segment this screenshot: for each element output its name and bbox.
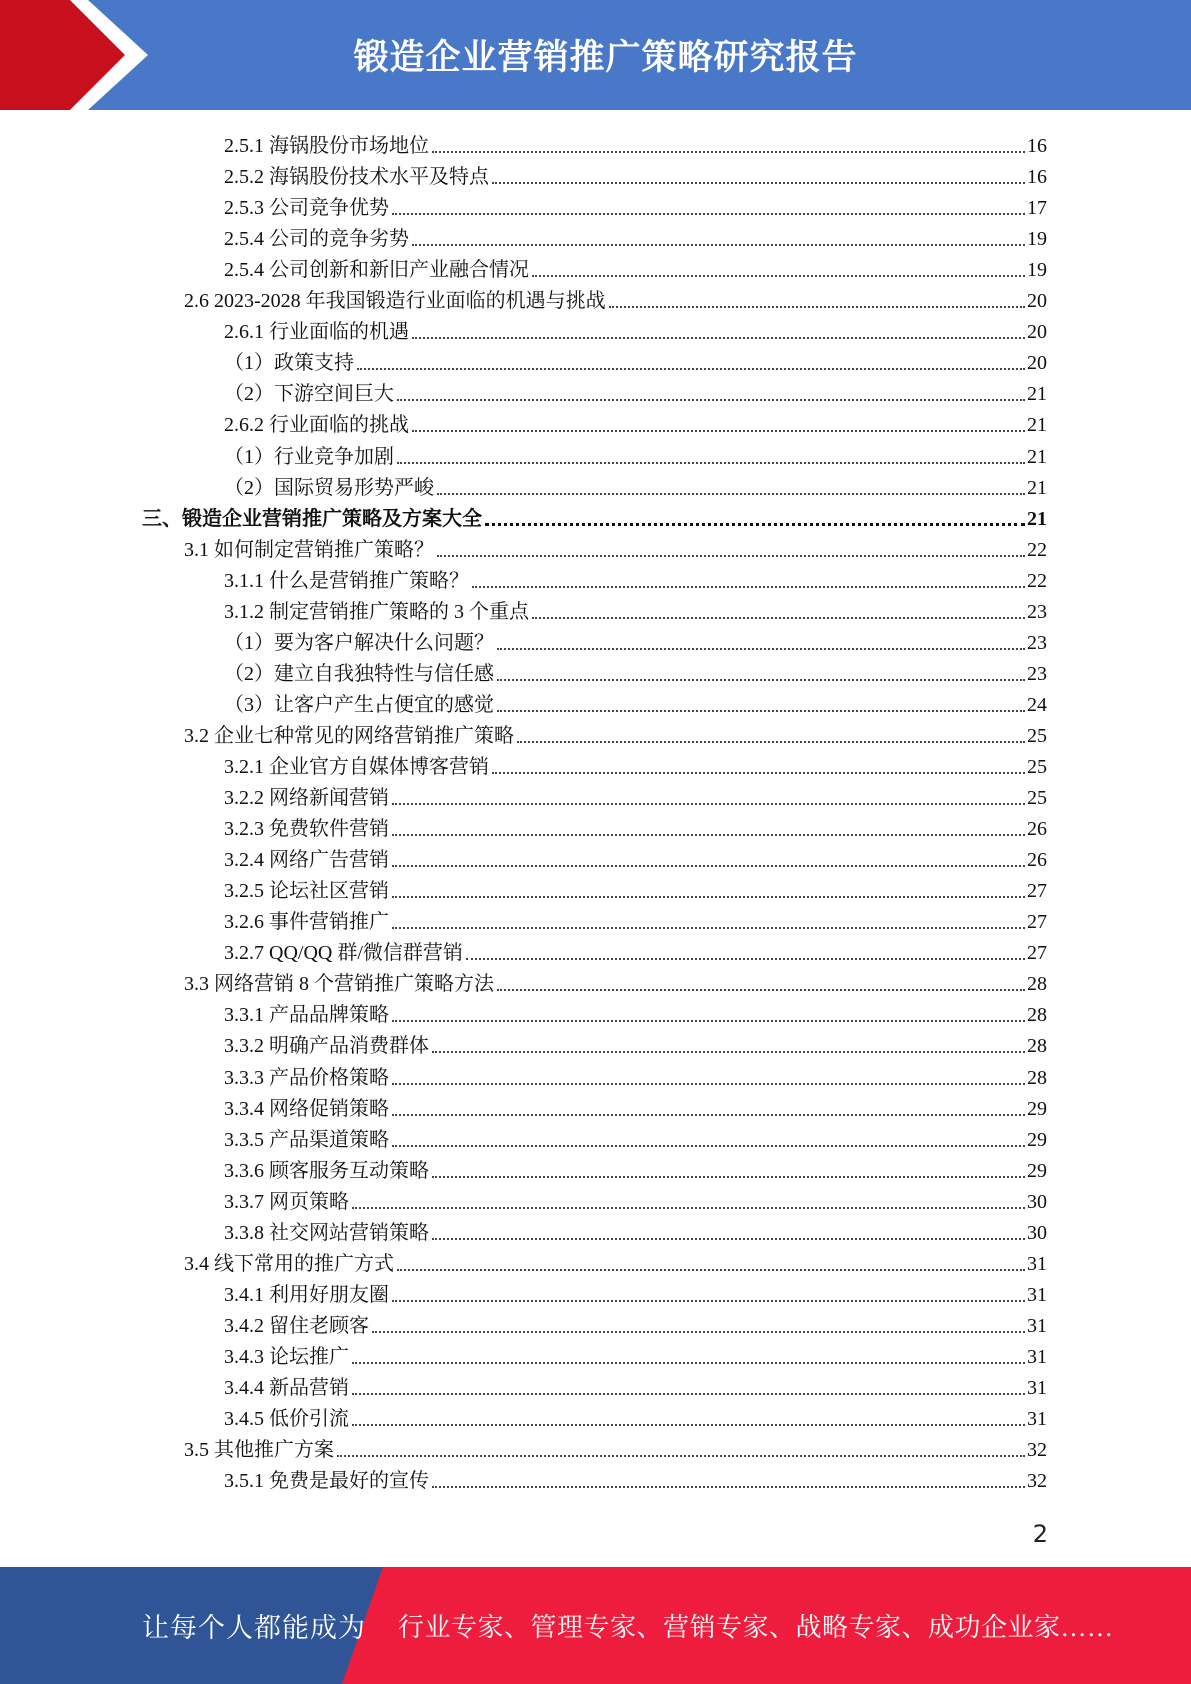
toc-entry-page: 26 (1027, 818, 1047, 841)
toc-dot-leader (397, 1269, 1025, 1271)
toc-entry-page: 29 (1027, 1097, 1047, 1120)
toc-entry[interactable] (224, 686, 1047, 717)
toc-entry[interactable] (224, 1307, 1047, 1338)
toc-entry[interactable] (224, 313, 1047, 344)
toc-entry-title: 2.5.4 公司的竞争劣势 (224, 228, 409, 251)
toc-entry-title: 3.1 如何制定营销推广策略？ (184, 538, 434, 561)
toc-entry-title: 2.5.1 海锅股份市场地位 (224, 135, 429, 157)
toc-dot-leader (392, 865, 1025, 867)
toc-entry-title: （1）行业竞争加剧 (224, 445, 394, 468)
toc-entry-page: 16 (1027, 166, 1047, 189)
toc-dot-leader (392, 927, 1025, 929)
toc-entry-page: 31 (1027, 1314, 1047, 1337)
footer-slogan-right: 行业专家、管理专家、营销专家、战略专家、成功企业家…… (398, 1613, 1114, 1642)
toc-entry-page: 20 (1027, 352, 1047, 375)
toc-entry-title: 3.2.6 事件营销推广 (224, 911, 389, 934)
toc-entry[interactable] (224, 1400, 1047, 1431)
toc-entry-page: 23 (1027, 600, 1047, 623)
toc-entry-title: 2.5.4 公司创新和新旧产业融合情况 (224, 259, 529, 282)
toc-entry-page: 25 (1027, 787, 1047, 810)
toc-entry-page: 27 (1027, 942, 1047, 965)
toc-entry-title: 2.5.2 海锅股份技术水平及特点 (224, 166, 489, 189)
toc-entry-title: 3.3.3 产品价格策略 (224, 1066, 389, 1089)
toc-dot-leader (497, 679, 1025, 681)
toc-entry-page: 22 (1027, 569, 1047, 592)
toc-entry-page: 23 (1027, 631, 1047, 654)
toc-entry-title: 3.1.2 制定营销推广策略的 3 个重点 (224, 600, 529, 623)
toc-dot-leader (412, 337, 1025, 339)
toc-dot-leader (392, 834, 1025, 836)
toc-entry[interactable] (184, 1245, 1047, 1276)
toc-entry[interactable] (224, 934, 1047, 965)
toc-entry-page: 20 (1027, 290, 1047, 313)
toc-dot-leader (392, 1114, 1025, 1116)
toc-entry-title: 2.6.1 行业面临的机遇 (224, 321, 409, 344)
toc-entry-title: （1）要为客户解决什么问题？ (224, 631, 494, 654)
toc-entry-title: 3.4.2 留住老顾客 (224, 1314, 369, 1337)
toc-entry-page: 31 (1027, 1377, 1047, 1399)
toc-entry-title: 3.5 其他推广方案 (184, 1439, 334, 1462)
toc-dot-leader (392, 1300, 1025, 1302)
toc-entry-title: 3.3.1 产品品牌策略 (224, 1004, 389, 1027)
toc-entry-page: 19 (1027, 228, 1047, 251)
toc-entry[interactable] (224, 1369, 1047, 1400)
toc-dot-leader (397, 462, 1025, 464)
toc-entry-page: 30 (1027, 1190, 1047, 1213)
toc-entry-page: 28 (1027, 1066, 1047, 1089)
toc-dot-leader (497, 989, 1025, 991)
toc-entry-page: 28 (1027, 1035, 1047, 1058)
toc-entry[interactable] (224, 1462, 1047, 1493)
toc-dot-leader (432, 1051, 1025, 1053)
toc-entry-page: 31 (1027, 1345, 1047, 1368)
toc-dot-leader (437, 493, 1025, 495)
toc-entry-page: 21 (1027, 414, 1047, 437)
toc-entry-page: 17 (1027, 197, 1047, 220)
toc-entry[interactable] (184, 965, 1047, 996)
toc-dot-leader (432, 1486, 1025, 1488)
toc-entry[interactable] (224, 903, 1047, 934)
toc-dot-leader (392, 803, 1025, 805)
toc-entry[interactable] (224, 1183, 1047, 1214)
toc-entry-title: 3.4.5 低价引流 (224, 1408, 349, 1431)
toc-entry-title: 2.5.3 公司竞争优势 (224, 197, 389, 220)
header-title: 锻造企业营销推广策略研究报告 (353, 38, 858, 78)
toc-entry-title: 2.6.2 行业面临的挑战 (224, 414, 409, 437)
toc-entry-title: 3.1.1 什么是营销推广策略？ (224, 569, 469, 592)
toc-dot-leader (337, 1455, 1025, 1457)
toc-entry[interactable] (224, 624, 1047, 655)
toc-entry-page: 31 (1027, 1408, 1047, 1431)
toc-dot-leader (392, 1020, 1025, 1022)
toc-entry[interactable] (224, 779, 1047, 810)
toc-dot-leader (517, 741, 1025, 743)
toc-dot-leader (497, 648, 1025, 650)
toc-entry[interactable] (224, 996, 1047, 1027)
toc-entry[interactable] (224, 1152, 1047, 1183)
toc-entry-page: 22 (1027, 538, 1047, 561)
page-header (0, 0, 1191, 110)
toc-entry[interactable] (224, 1090, 1047, 1121)
toc-entry-page: 25 (1027, 724, 1047, 747)
toc-entry[interactable] (224, 655, 1047, 686)
toc-dot-leader (492, 182, 1025, 184)
toc-entry-title: 2.6 2023-2028 年我国锻造行业面临的机遇与挑战 (184, 290, 606, 313)
toc-dot-leader (392, 1145, 1025, 1147)
toc-dot-leader (397, 399, 1025, 401)
toc-entry-page: 21 (1027, 476, 1047, 499)
toc-entry-title: 3.4 线下常用的推广方式 (184, 1252, 394, 1275)
toc-entry-title: 三、锻造企业营销推广策略及方案大全 (142, 507, 482, 530)
toc-entry-page: 28 (1027, 1004, 1047, 1027)
toc-entry-page: 25 (1027, 756, 1047, 778)
toc-entry[interactable] (224, 158, 1047, 189)
toc-entry-title: （2）下游空间巨大 (224, 383, 394, 406)
toc-entry-page: 28 (1027, 973, 1047, 996)
toc-entry-title: 3.2 企业七种常见的网络营销推广策略 (184, 724, 514, 747)
toc-dot-leader (497, 710, 1025, 712)
toc-entry-page: 20 (1027, 321, 1047, 344)
toc-entry-page: 16 (1027, 135, 1047, 157)
toc-dot-leader (432, 1176, 1025, 1178)
toc-entry-page: 29 (1027, 1159, 1047, 1182)
toc-dot-leader (432, 151, 1025, 153)
toc-entry[interactable] (184, 1431, 1047, 1462)
toc-entry[interactable] (224, 1027, 1047, 1058)
toc-entry[interactable] (224, 1121, 1047, 1152)
toc-entry-title: 3.2.5 论坛社区营销 (224, 880, 389, 903)
toc-entry-page: 27 (1027, 911, 1047, 934)
toc-entry-page: 32 (1027, 1439, 1047, 1462)
toc-entry[interactable] (224, 872, 1047, 903)
toc-entry[interactable] (224, 1214, 1047, 1245)
toc-entry-title: 3.4.1 利用好朋友圈 (224, 1283, 389, 1306)
toc-entry-page: 24 (1027, 693, 1047, 716)
toc-entry[interactable] (224, 344, 1047, 375)
toc-entry-title: 3.3 网络营销 8 个营销推广策略方法 (184, 973, 494, 996)
toc-entry-title: 3.2.4 网络广告营销 (224, 849, 389, 872)
toc-entry[interactable] (224, 375, 1047, 406)
page-footer (0, 1567, 1191, 1684)
toc-entry-page: 30 (1027, 1221, 1047, 1244)
toc-dot-leader (437, 555, 1025, 557)
toc-entry-title: 3.3.8 社交网站营销策略 (224, 1221, 429, 1244)
toc-dot-leader (466, 958, 1025, 960)
toc-entry-title: （2）国际贸易形势严峻 (224, 476, 434, 499)
toc-entry[interactable] (224, 469, 1047, 500)
toc-entry[interactable] (224, 220, 1047, 251)
toc-entry[interactable] (224, 748, 1047, 779)
toc-entry[interactable] (224, 1338, 1047, 1369)
page-number: 2 (1032, 1520, 1048, 1548)
toc-entry[interactable] (224, 810, 1047, 841)
toc-entry-title: 3.2.7 QQ/QQ 群/微信群营销 (224, 942, 463, 965)
toc-entry[interactable] (224, 406, 1047, 437)
toc-entry-title: （2）建立自我独特性与信任感 (224, 662, 494, 685)
toc-dot-leader (485, 523, 1025, 526)
toc-dot-leader (392, 213, 1025, 215)
toc-dot-leader (392, 1083, 1025, 1085)
toc-entry-title: 3.4.4 新品营销 (224, 1377, 349, 1399)
toc-entry-title: 3.3.7 网页策略 (224, 1190, 349, 1213)
toc-entry[interactable] (224, 841, 1047, 872)
toc-entry-page: 19 (1027, 259, 1047, 282)
toc-entry-title: 3.3.4 网络促销策略 (224, 1097, 389, 1120)
toc-entry-title: 3.5.1 免费是最好的宣传 (224, 1470, 429, 1493)
toc-entry[interactable] (224, 189, 1047, 220)
toc-dot-leader (352, 1424, 1025, 1426)
toc-entry-title: （1）政策支持 (224, 352, 354, 375)
toc-dot-leader (412, 430, 1025, 432)
toc-dot-leader (352, 1207, 1025, 1209)
toc-dot-leader (609, 306, 1025, 308)
toc-entry[interactable] (184, 717, 1047, 748)
toc-dot-leader (352, 1393, 1025, 1395)
toc-entry-page: 32 (1027, 1470, 1047, 1493)
toc-entry[interactable] (224, 438, 1047, 469)
toc-entry-page: 26 (1027, 849, 1047, 872)
toc-entry-page: 23 (1027, 662, 1047, 685)
toc-entry[interactable] (224, 127, 1047, 158)
toc-dot-leader (432, 1238, 1025, 1240)
footer-slogan-left: 让每个人都能成为 (142, 1613, 366, 1643)
toc-entry[interactable] (184, 282, 1047, 313)
toc-entry-page: 29 (1027, 1128, 1047, 1151)
toc-entry[interactable] (224, 562, 1047, 593)
toc-entry-title: 3.2.3 免费软件营销 (224, 818, 389, 841)
toc-dot-leader (492, 772, 1025, 774)
toc-dot-leader (412, 244, 1025, 246)
toc-entry-title: 3.3.6 顾客服务互动策略 (224, 1159, 429, 1182)
toc-entry-title: 3.4.3 论坛推广 (224, 1345, 349, 1368)
toc-entry-page: 31 (1027, 1283, 1047, 1306)
toc-entry-title: 3.3.5 产品渠道策略 (224, 1128, 389, 1151)
toc-entry[interactable] (142, 500, 1047, 531)
toc-entry-title: （3）让客户产生占便宜的感觉 (224, 693, 494, 716)
toc-entry-page: 21 (1027, 445, 1047, 468)
toc-entry[interactable] (224, 1276, 1047, 1307)
toc-entry-page: 21 (1027, 383, 1047, 406)
toc-dot-leader (372, 1331, 1025, 1333)
toc-dot-leader (357, 368, 1025, 370)
toc-dot-leader (392, 896, 1025, 898)
toc-dot-leader (532, 617, 1025, 619)
toc-entry-page: 27 (1027, 880, 1047, 903)
toc-entry[interactable] (224, 1059, 1047, 1090)
toc-entry-page: 21 (1027, 507, 1047, 530)
toc-entry[interactable] (224, 251, 1047, 282)
toc-entry-title: 3.2.1 企业官方自媒体博客营销 (224, 756, 489, 778)
toc-dot-leader (352, 1362, 1025, 1364)
toc-entry[interactable] (224, 593, 1047, 624)
toc-entry-page: 31 (1027, 1252, 1047, 1275)
toc-dot-leader (532, 275, 1025, 277)
toc-entry-title: 3.2.2 网络新闻营销 (224, 787, 389, 810)
toc-entry-title: 3.3.2 明确产品消费群体 (224, 1035, 429, 1058)
toc-dot-leader (472, 586, 1025, 588)
toc-entry[interactable] (184, 531, 1047, 562)
